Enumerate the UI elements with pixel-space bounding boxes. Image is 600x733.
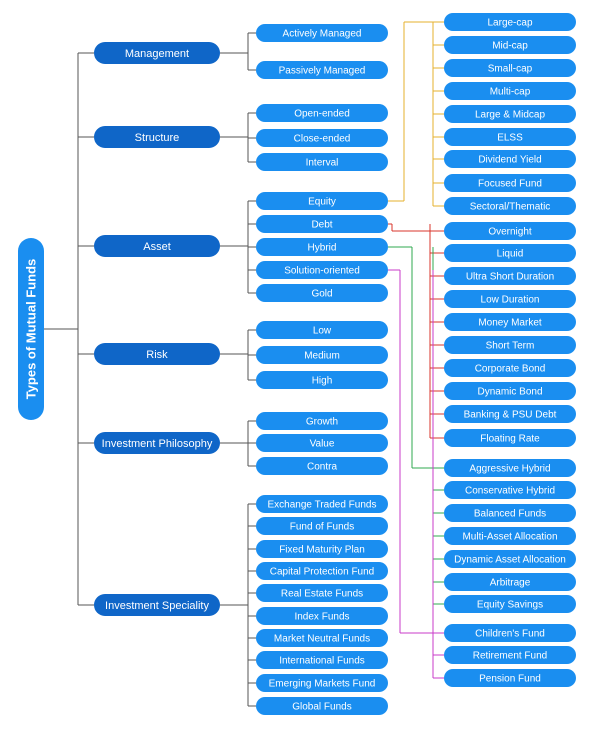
subitem-dividend-yield — [444, 150, 576, 168]
diagram-nodes — [18, 13, 576, 715]
item-actively-managed-label: Actively Managed — [282, 28, 362, 40]
item-gold — [256, 284, 388, 302]
category-management-label: Management — [124, 47, 190, 60]
subitem-mid-cap-label: Mid-cap — [492, 40, 528, 52]
item-exchange-traded-funds-label: Exchange Traded Funds — [267, 499, 377, 511]
item-global-funds-label: Global Funds — [292, 701, 352, 713]
item-actively-managed — [256, 24, 388, 42]
subitem-short-term-label: Short Term — [485, 340, 535, 352]
subitem-small-cap-label: Small-cap — [487, 63, 533, 75]
item-real-estate-funds-label: Real Estate Funds — [280, 588, 364, 600]
item-open-ended-label: Open-ended — [294, 108, 350, 120]
item-global-funds — [256, 697, 388, 715]
category-structure-label: Structure — [134, 131, 180, 144]
item-equity — [256, 192, 388, 210]
subitem-corporate-bond — [444, 359, 576, 377]
subitem-large-midcap-label: Large & Midcap — [474, 109, 546, 121]
category-asset-label: Asset — [143, 240, 171, 253]
subitem-aggressive-hybrid — [444, 459, 576, 477]
subitem-retirement-fund — [444, 646, 576, 664]
item-value — [256, 434, 388, 452]
subitem-multi-asset-allocation — [444, 527, 576, 545]
item-hybrid-label: Hybrid — [307, 242, 337, 254]
item-growth-label: Growth — [305, 416, 339, 428]
category-risk-label: Risk — [146, 348, 168, 361]
item-international-funds-label: International Funds — [279, 655, 365, 667]
item-solution-oriented-label: Solution-oriented — [284, 265, 360, 277]
subitem-floating-rate — [444, 429, 576, 447]
item-growth — [256, 412, 388, 430]
category-structure — [94, 126, 220, 148]
item-real-estate-funds — [256, 584, 388, 602]
subitem-arbitrage-label: Arbitrage — [489, 577, 531, 589]
item-debt — [256, 215, 388, 233]
subitem-children-s-fund-label: Children's Fund — [475, 628, 545, 640]
item-fixed-maturity-plan — [256, 540, 388, 558]
item-capital-protection-fund-label: Capital Protection Fund — [269, 566, 375, 578]
subitem-sectoral-thematic — [444, 197, 576, 215]
subitem-balanced-funds — [444, 504, 576, 522]
category-investment-speciality-label: Investment Speciality — [105, 599, 209, 612]
item-open-ended — [256, 104, 388, 122]
item-hybrid — [256, 238, 388, 256]
item-emerging-markets-fund — [256, 674, 388, 692]
subitem-sectoral-thematic-label: Sectoral/Thematic — [469, 201, 551, 213]
subitem-dynamic-asset-allocation-label: Dynamic Asset Allocation — [454, 554, 566, 566]
item-passively-managed-label: Passively Managed — [278, 65, 366, 77]
subitem-money-market — [444, 313, 576, 331]
subitem-large-cap-label: Large-cap — [487, 17, 533, 29]
subitem-focused-fund-label: Focused Fund — [478, 178, 542, 190]
subitem-dynamic-bond-label: Dynamic Bond — [477, 386, 543, 398]
subitem-retirement-fund-label: Retirement Fund — [472, 650, 548, 662]
item-solution-oriented — [256, 261, 388, 279]
subitem-equity-savings-label: Equity Savings — [476, 599, 544, 611]
item-fund-of-funds — [256, 517, 388, 535]
subitem-large-midcap — [444, 105, 576, 123]
subitem-ultra-short-duration-label: Ultra Short Duration — [465, 271, 555, 283]
item-medium — [256, 346, 388, 364]
item-high-label: High — [311, 375, 333, 387]
subitem-banking-psu-debt-label: Banking & PSU Debt — [463, 409, 557, 421]
subitem-conservative-hybrid — [444, 481, 576, 499]
subitem-short-term — [444, 336, 576, 354]
item-emerging-markets-fund-label: Emerging Markets Fund — [268, 678, 376, 690]
subitem-money-market-label: Money Market — [478, 317, 542, 329]
root-node — [18, 238, 44, 420]
subitem-multi-cap — [444, 82, 576, 100]
subitem-liquid — [444, 244, 576, 262]
item-gold-label: Gold — [311, 288, 333, 300]
category-investment-philosophy-label: Investment Philosophy — [101, 437, 213, 450]
subitem-mid-cap — [444, 36, 576, 54]
item-close-ended-label: Close-ended — [293, 133, 351, 145]
item-exchange-traded-funds — [256, 495, 388, 513]
category-investment-speciality — [94, 594, 220, 616]
item-low-label: Low — [312, 325, 332, 337]
subitem-low-duration-label: Low Duration — [480, 294, 540, 306]
item-international-funds — [256, 651, 388, 669]
subitem-overnight — [444, 222, 576, 240]
item-fixed-maturity-plan-label: Fixed Maturity Plan — [279, 544, 365, 556]
subitem-children-s-fund — [444, 624, 576, 642]
item-close-ended — [256, 129, 388, 147]
item-debt-label: Debt — [311, 219, 333, 231]
subitem-overnight-label: Overnight — [488, 226, 532, 238]
subitem-large-cap — [444, 13, 576, 31]
subitem-arbitrage — [444, 573, 576, 591]
subitem-pension-fund-label: Pension Fund — [479, 673, 541, 685]
category-management — [94, 42, 220, 64]
category-investment-philosophy — [94, 432, 220, 454]
item-passively-managed — [256, 61, 388, 79]
subitem-multi-cap-label: Multi-cap — [489, 86, 531, 98]
subitem-dynamic-asset-allocation — [444, 550, 576, 568]
subitem-banking-psu-debt — [444, 405, 576, 423]
item-market-neutral-funds-label: Market Neutral Funds — [273, 633, 371, 645]
subitem-corporate-bond-label: Corporate Bond — [474, 363, 546, 375]
item-market-neutral-funds — [256, 629, 388, 647]
item-high — [256, 371, 388, 389]
category-asset — [94, 235, 220, 257]
item-low — [256, 321, 388, 339]
subitem-conservative-hybrid-label: Conservative Hybrid — [464, 485, 556, 497]
subitem-elss — [444, 128, 576, 146]
category-risk — [94, 343, 220, 365]
subitem-aggressive-hybrid-label: Aggressive Hybrid — [469, 463, 551, 475]
subitem-floating-rate-label: Floating Rate — [480, 433, 540, 445]
subitem-focused-fund — [444, 174, 576, 192]
subitem-multi-asset-allocation-label: Multi-Asset Allocation — [462, 531, 558, 543]
item-fund-of-funds-label: Fund of Funds — [289, 521, 355, 533]
subitem-dividend-yield-label: Dividend Yield — [478, 154, 542, 166]
subitem-elss-label: ELSS — [497, 132, 523, 144]
item-interval — [256, 153, 388, 171]
item-contra — [256, 457, 388, 475]
item-medium-label: Medium — [304, 350, 340, 362]
item-index-funds-label: Index Funds — [294, 611, 350, 623]
subitem-dynamic-bond — [444, 382, 576, 400]
subitem-low-duration — [444, 290, 576, 308]
subitem-ultra-short-duration — [444, 267, 576, 285]
root-label: Types of Mutual Funds — [23, 258, 39, 400]
item-equity-label: Equity — [308, 196, 336, 208]
item-capital-protection-fund — [256, 562, 388, 580]
subitem-pension-fund — [444, 669, 576, 687]
subitem-balanced-funds-label: Balanced Funds — [473, 508, 547, 520]
item-value-label: Value — [309, 438, 335, 450]
subitem-equity-savings — [444, 595, 576, 613]
item-index-funds — [256, 607, 388, 625]
subitem-small-cap — [444, 59, 576, 77]
item-interval-label: Interval — [305, 157, 339, 169]
subitem-liquid-label: Liquid — [496, 248, 524, 260]
item-contra-label: Contra — [306, 461, 338, 473]
